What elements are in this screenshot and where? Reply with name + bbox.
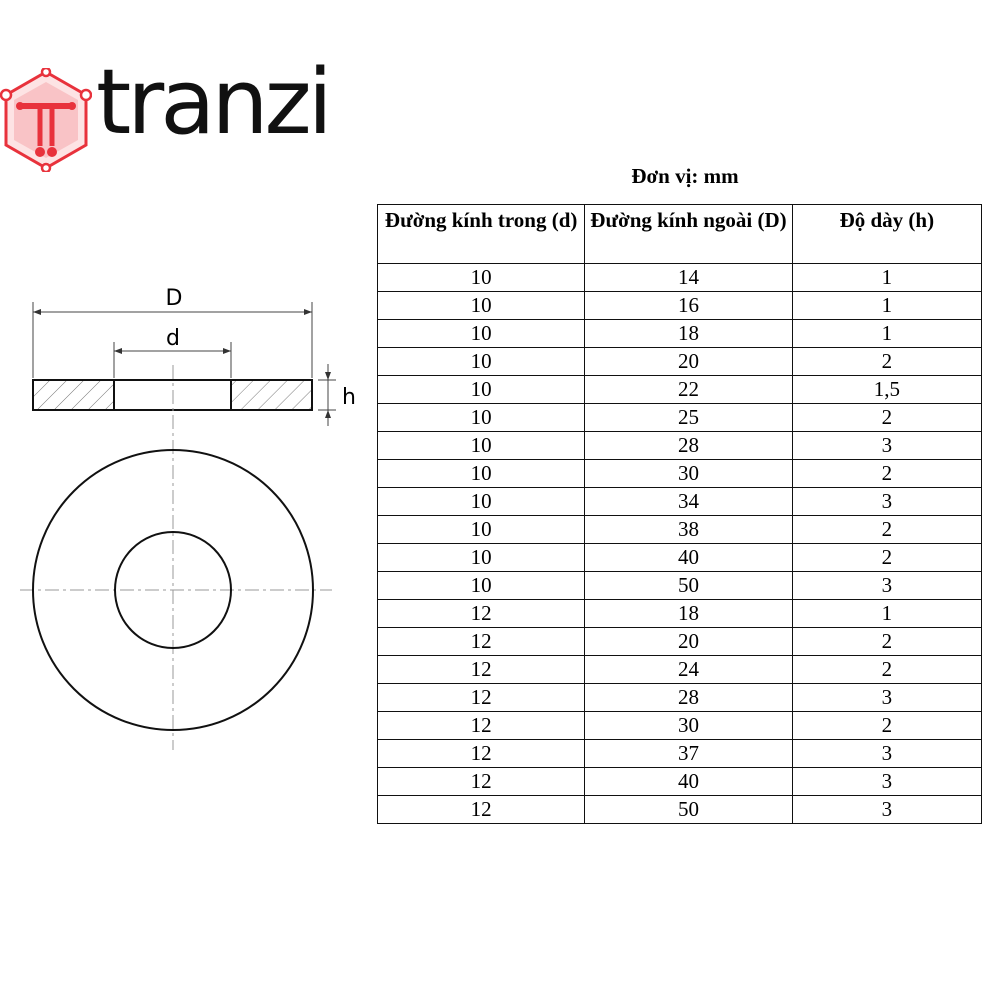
cell-inner-diameter: 12: [378, 796, 585, 824]
cell-thickness: 2: [792, 544, 981, 572]
cell-outer-diameter: 24: [585, 656, 792, 684]
table-row: [378, 516, 982, 544]
table-row: [378, 684, 982, 712]
cell-thickness: 3: [792, 488, 981, 516]
cell-inner-diameter: 12: [378, 656, 585, 684]
cell-thickness: 3: [792, 684, 981, 712]
table-row: [378, 460, 982, 488]
table-row: [378, 264, 982, 292]
cell-outer-diameter: 18: [585, 600, 792, 628]
table-row: [378, 768, 982, 796]
table-row: [378, 292, 982, 320]
label-h: h: [342, 385, 356, 410]
cell-inner-diameter: 10: [378, 432, 585, 460]
table-row: [378, 656, 982, 684]
cell-thickness: 1: [792, 320, 981, 348]
header-thickness: Độ dày (h): [792, 205, 981, 264]
cell-thickness: 3: [792, 796, 981, 824]
cell-outer-diameter: 18: [585, 320, 792, 348]
cell-thickness: 3: [792, 740, 981, 768]
spec-table: [377, 204, 982, 824]
cell-inner-diameter: 10: [378, 544, 585, 572]
cell-outer-diameter: 38: [585, 516, 792, 544]
cell-outer-diameter: 20: [585, 628, 792, 656]
cell-inner-diameter: 12: [378, 712, 585, 740]
table-row: [378, 348, 982, 376]
cell-inner-diameter: 10: [378, 572, 585, 600]
cell-inner-diameter: 10: [378, 516, 585, 544]
cell-thickness: 2: [792, 404, 981, 432]
unit-label: Đơn vị: mm: [631, 164, 739, 188]
label-D: D: [165, 286, 183, 311]
table-row: [378, 712, 982, 740]
table-header-row: [378, 205, 982, 264]
header-outer-diameter: Đường kính ngoài (D): [585, 205, 792, 264]
cell-outer-diameter: 40: [585, 768, 792, 796]
cell-inner-diameter: 10: [378, 376, 585, 404]
table-row: [378, 376, 982, 404]
cell-thickness: 1: [792, 292, 981, 320]
cell-outer-diameter: 30: [585, 712, 792, 740]
washer-drawing: [0, 260, 370, 780]
cell-inner-diameter: 12: [378, 628, 585, 656]
cell-thickness: 1: [792, 264, 981, 292]
table-row: [378, 572, 982, 600]
cell-outer-diameter: 50: [585, 796, 792, 824]
cell-inner-diameter: 10: [378, 460, 585, 488]
cell-thickness: 2: [792, 656, 981, 684]
logo-hexagon-icon: [0, 68, 92, 172]
cell-thickness: 3: [792, 432, 981, 460]
cell-thickness: 2: [792, 712, 981, 740]
cell-outer-diameter: 37: [585, 740, 792, 768]
cell-inner-diameter: 12: [378, 768, 585, 796]
brand-logo: [0, 50, 330, 178]
header-inner-diameter: Đường kính trong (d): [378, 205, 585, 264]
cell-thickness: 2: [792, 628, 981, 656]
table-row: [378, 740, 982, 768]
table-row: [378, 432, 982, 460]
cell-inner-diameter: 10: [378, 348, 585, 376]
cell-outer-diameter: 28: [585, 432, 792, 460]
cell-outer-diameter: 25: [585, 404, 792, 432]
cell-inner-diameter: 12: [378, 600, 585, 628]
cell-thickness: 3: [792, 768, 981, 796]
cell-inner-diameter: 10: [378, 488, 585, 516]
table-row: [378, 628, 982, 656]
table-row: [378, 488, 982, 516]
cell-thickness: 3: [792, 572, 981, 600]
cell-inner-diameter: 10: [378, 404, 585, 432]
cell-outer-diameter: 50: [585, 572, 792, 600]
cell-thickness: 2: [792, 348, 981, 376]
cell-inner-diameter: 10: [378, 292, 585, 320]
thickness-dimension: [318, 364, 356, 426]
cell-inner-diameter: 10: [378, 264, 585, 292]
cell-outer-diameter: 14: [585, 264, 792, 292]
table-row: [378, 404, 982, 432]
cell-thickness: 1,5: [792, 376, 981, 404]
cell-outer-diameter: 34: [585, 488, 792, 516]
cell-inner-diameter: 10: [378, 320, 585, 348]
cell-outer-diameter: 16: [585, 292, 792, 320]
cell-outer-diameter: 28: [585, 684, 792, 712]
cell-thickness: 2: [792, 460, 981, 488]
table-row: [378, 320, 982, 348]
label-d: d: [166, 326, 180, 351]
table-row: [378, 796, 982, 824]
table-row: [378, 544, 982, 572]
logo-text: tranzi: [96, 50, 329, 155]
cell-outer-diameter: 22: [585, 376, 792, 404]
cell-outer-diameter: 20: [585, 348, 792, 376]
cell-outer-diameter: 40: [585, 544, 792, 572]
cell-thickness: 2: [792, 516, 981, 544]
cell-inner-diameter: 12: [378, 684, 585, 712]
cell-inner-diameter: 12: [378, 740, 585, 768]
table-row: [378, 600, 982, 628]
cell-outer-diameter: 30: [585, 460, 792, 488]
cell-thickness: 1: [792, 600, 981, 628]
